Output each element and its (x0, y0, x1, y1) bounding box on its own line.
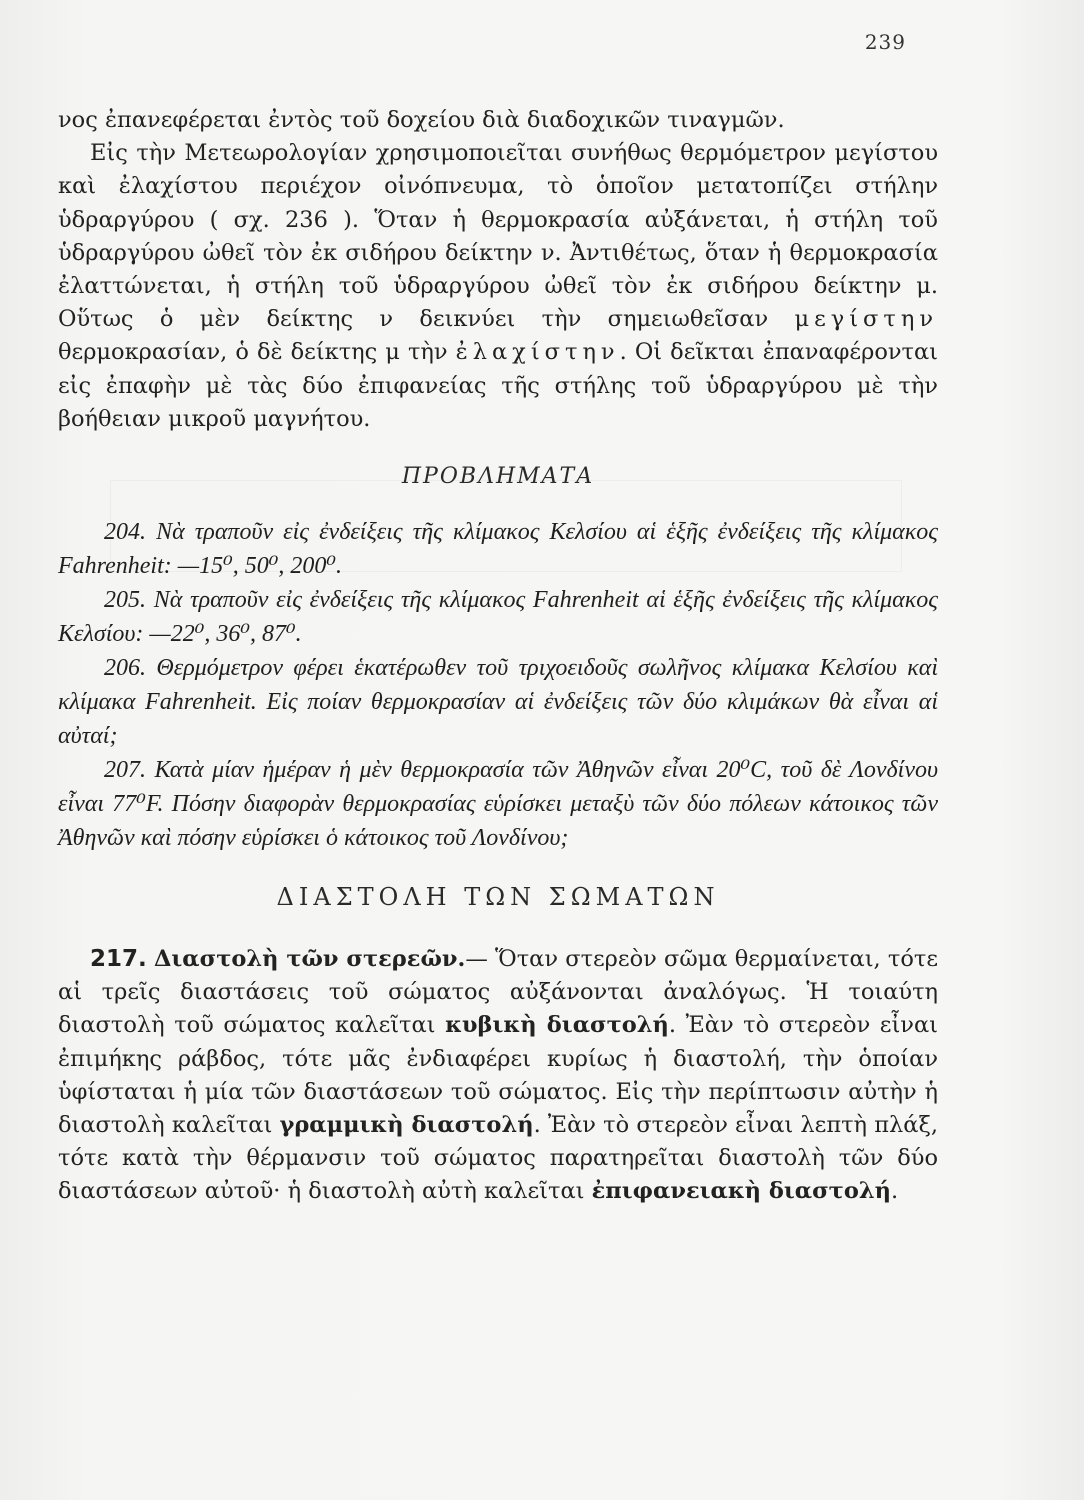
thermometer-paragraph (58, 137, 938, 436)
problem-item (58, 753, 938, 855)
continuation-text: νος ἐπανεφέρεται ἐντὸς τοῦ δοχείου διὰ διαδοχικῶν τιναγμῶν. (58, 107, 785, 133)
page-body (58, 104, 938, 1209)
problems-list (58, 515, 938, 855)
term-cubic-expansion: κυβικὴ διαστολή (445, 1012, 669, 1039)
paragraph-text-a: Εἰς τὴν Μετεωρολογίαν χρησιμοποιεῖται συνήθως θερμόμετρον μεγίστου καὶ ἐλαχίστου περιέχον οἰνόπνευμα, τὸ ὁποῖον μετατοπίζει στήλην ὑδραργύρου ( σχ. 236 ). Ὅταν ἡ θερμοκρασία αὐξάνεται, ἡ στήλη τοῦ ὑδραργύρου ὠθεῖ τὸν ἐκ σιδήρου δείκτην ν. Ἀντιθέτως, ὅταν ἡ θερμοκρασία ἐλαττώνεται, ἡ στήλη τοῦ ὑδραργύρου ὠθεῖ τὸν ἐκ σιδήρου δείκτην μ. Οὕτως ὁ μὲν δείκτης ν δεικνύει τὴν σημειωθεῖσαν (58, 140, 938, 333)
continuation-line (58, 104, 938, 137)
section-text-1: — Ὅταν στερεὸν σῶμα θερμαίνεται, τότε αἱ τρεῖς διαστάσεις τοῦ σώματος αὐξάνονται ἀναλόγως. Ἡ τοιαύτη διαστολὴ τοῦ σώματος καλεῖται (58, 946, 939, 1039)
problem-number: 206. (104, 655, 146, 682)
problem-text: Κατὰ μίαν ἡμέραν ἡ μὲν θερμοκρασία τῶν Ἀθηνῶν εἶναι 20⁰C, τοῦ δὲ Λονδίνου εἶναι 77⁰F. Πόσην διαφορὰν θερμοκρασίας εὑρίσκει μεταξὺ τῶν δύο πόλεων κάτοικος τῶν Ἀθηνῶν καὶ πόσην εὑρίσκει ὁ κάτοικος τοῦ Λονδίνου; (58, 757, 939, 852)
problem-item (58, 583, 938, 651)
problem-text: Νὰ τραποῦν εἰς ἐνδείξεις τῆς κλίμακος Fahrenheit αἱ ἑξῆς ἐνδείξεις τῆς κλίμακος Κελσίου: —22⁰, 36⁰, 87⁰. (58, 587, 938, 648)
section-heading: Διαστολὴ τῶν στερεῶν. (153, 946, 466, 973)
paragraph-text-b: θερμοκρασίαν, ὁ δὲ δείκτης μ τὴν (58, 339, 448, 366)
chapter-title: ΔΙΑΣΤΟΛΗ ΤΩΝ ΣΩΜΑΤΩΝ (276, 883, 720, 912)
term-surface-expansion: ἐπιφανειακὴ διαστολή (591, 1178, 891, 1205)
section-number: 217. (90, 946, 147, 973)
section-text-2: . Ἐὰν τὸ στερεὸν εἶναι ἐπιμήκης ράβδος, τότε μᾶς ἐνδιαφέρει κυρίως ἡ διαστολή, τὴν ὁποίαν ὑφίσταται ἡ μία τῶν διαστάσεων τοῦ σώματος. Εἰς τὴν περίπτωσιν αὐτὴν ἡ διαστολὴ καλεῖται (58, 1012, 938, 1139)
paragraph-text-c: . Οἱ δεῖκται ἐπαναφέρονται εἰς ἐπαφὴν μὲ τὰς δύο ἐπιφανείας τῆς στήλης τοῦ ὑδραργύρου μὲ τὴν βοήθειαν μικροῦ μαγνήτου. (58, 339, 939, 432)
emphasis-maximum: μεγίστην (794, 306, 939, 333)
problem-number: 205. (104, 587, 146, 614)
problem-text: Θερμόμετρον φέρει ἑκατέρωθεν τοῦ τριχοειδοῦς σωλῆνος κλίμακα Κελσίου καὶ κλίμακα Fahrenheit. Εἰς ποίαν θερμοκρασίαν αἱ ἐνδείξεις τῶν δύο κλιμάκων θὰ εἶναι αἱ αὐταί; (58, 655, 939, 750)
page-number: 239 (864, 30, 906, 54)
problem-text: Νὰ τραποῦν εἰς ἐνδείξεις τῆς κλίμακος Κελσίου αἱ ἑξῆς ἐνδείξεις τῆς κλίμακος Fahrenheit: —15⁰, 50⁰, 200⁰. (58, 519, 939, 580)
section-text-4: . (890, 1178, 899, 1205)
problems-title: ΠΡΟΒΛΗΜΑΤΑ (401, 464, 595, 490)
solids-expansion-paragraph (58, 943, 938, 1209)
emphasis-minimum: ἐλαχίστην (455, 339, 620, 366)
section-text-3: . Ἐὰν τὸ στερεὸν εἶναι λεπτὴ πλάξ, τότε κατὰ τὴν θέρμανσιν τοῦ σώματος παρατηρεῖται διαστολὴ τῶν δύο διαστάσεων αὐτοῦ· ἡ διαστολὴ αὐτὴ καλεῖται (58, 1112, 938, 1205)
problem-number: 204. (104, 519, 146, 546)
problem-item (58, 515, 938, 583)
problem-item (58, 651, 938, 753)
problem-number: 207. (104, 757, 146, 784)
term-linear-expansion: γραμμικὴ διαστολή (279, 1112, 534, 1139)
